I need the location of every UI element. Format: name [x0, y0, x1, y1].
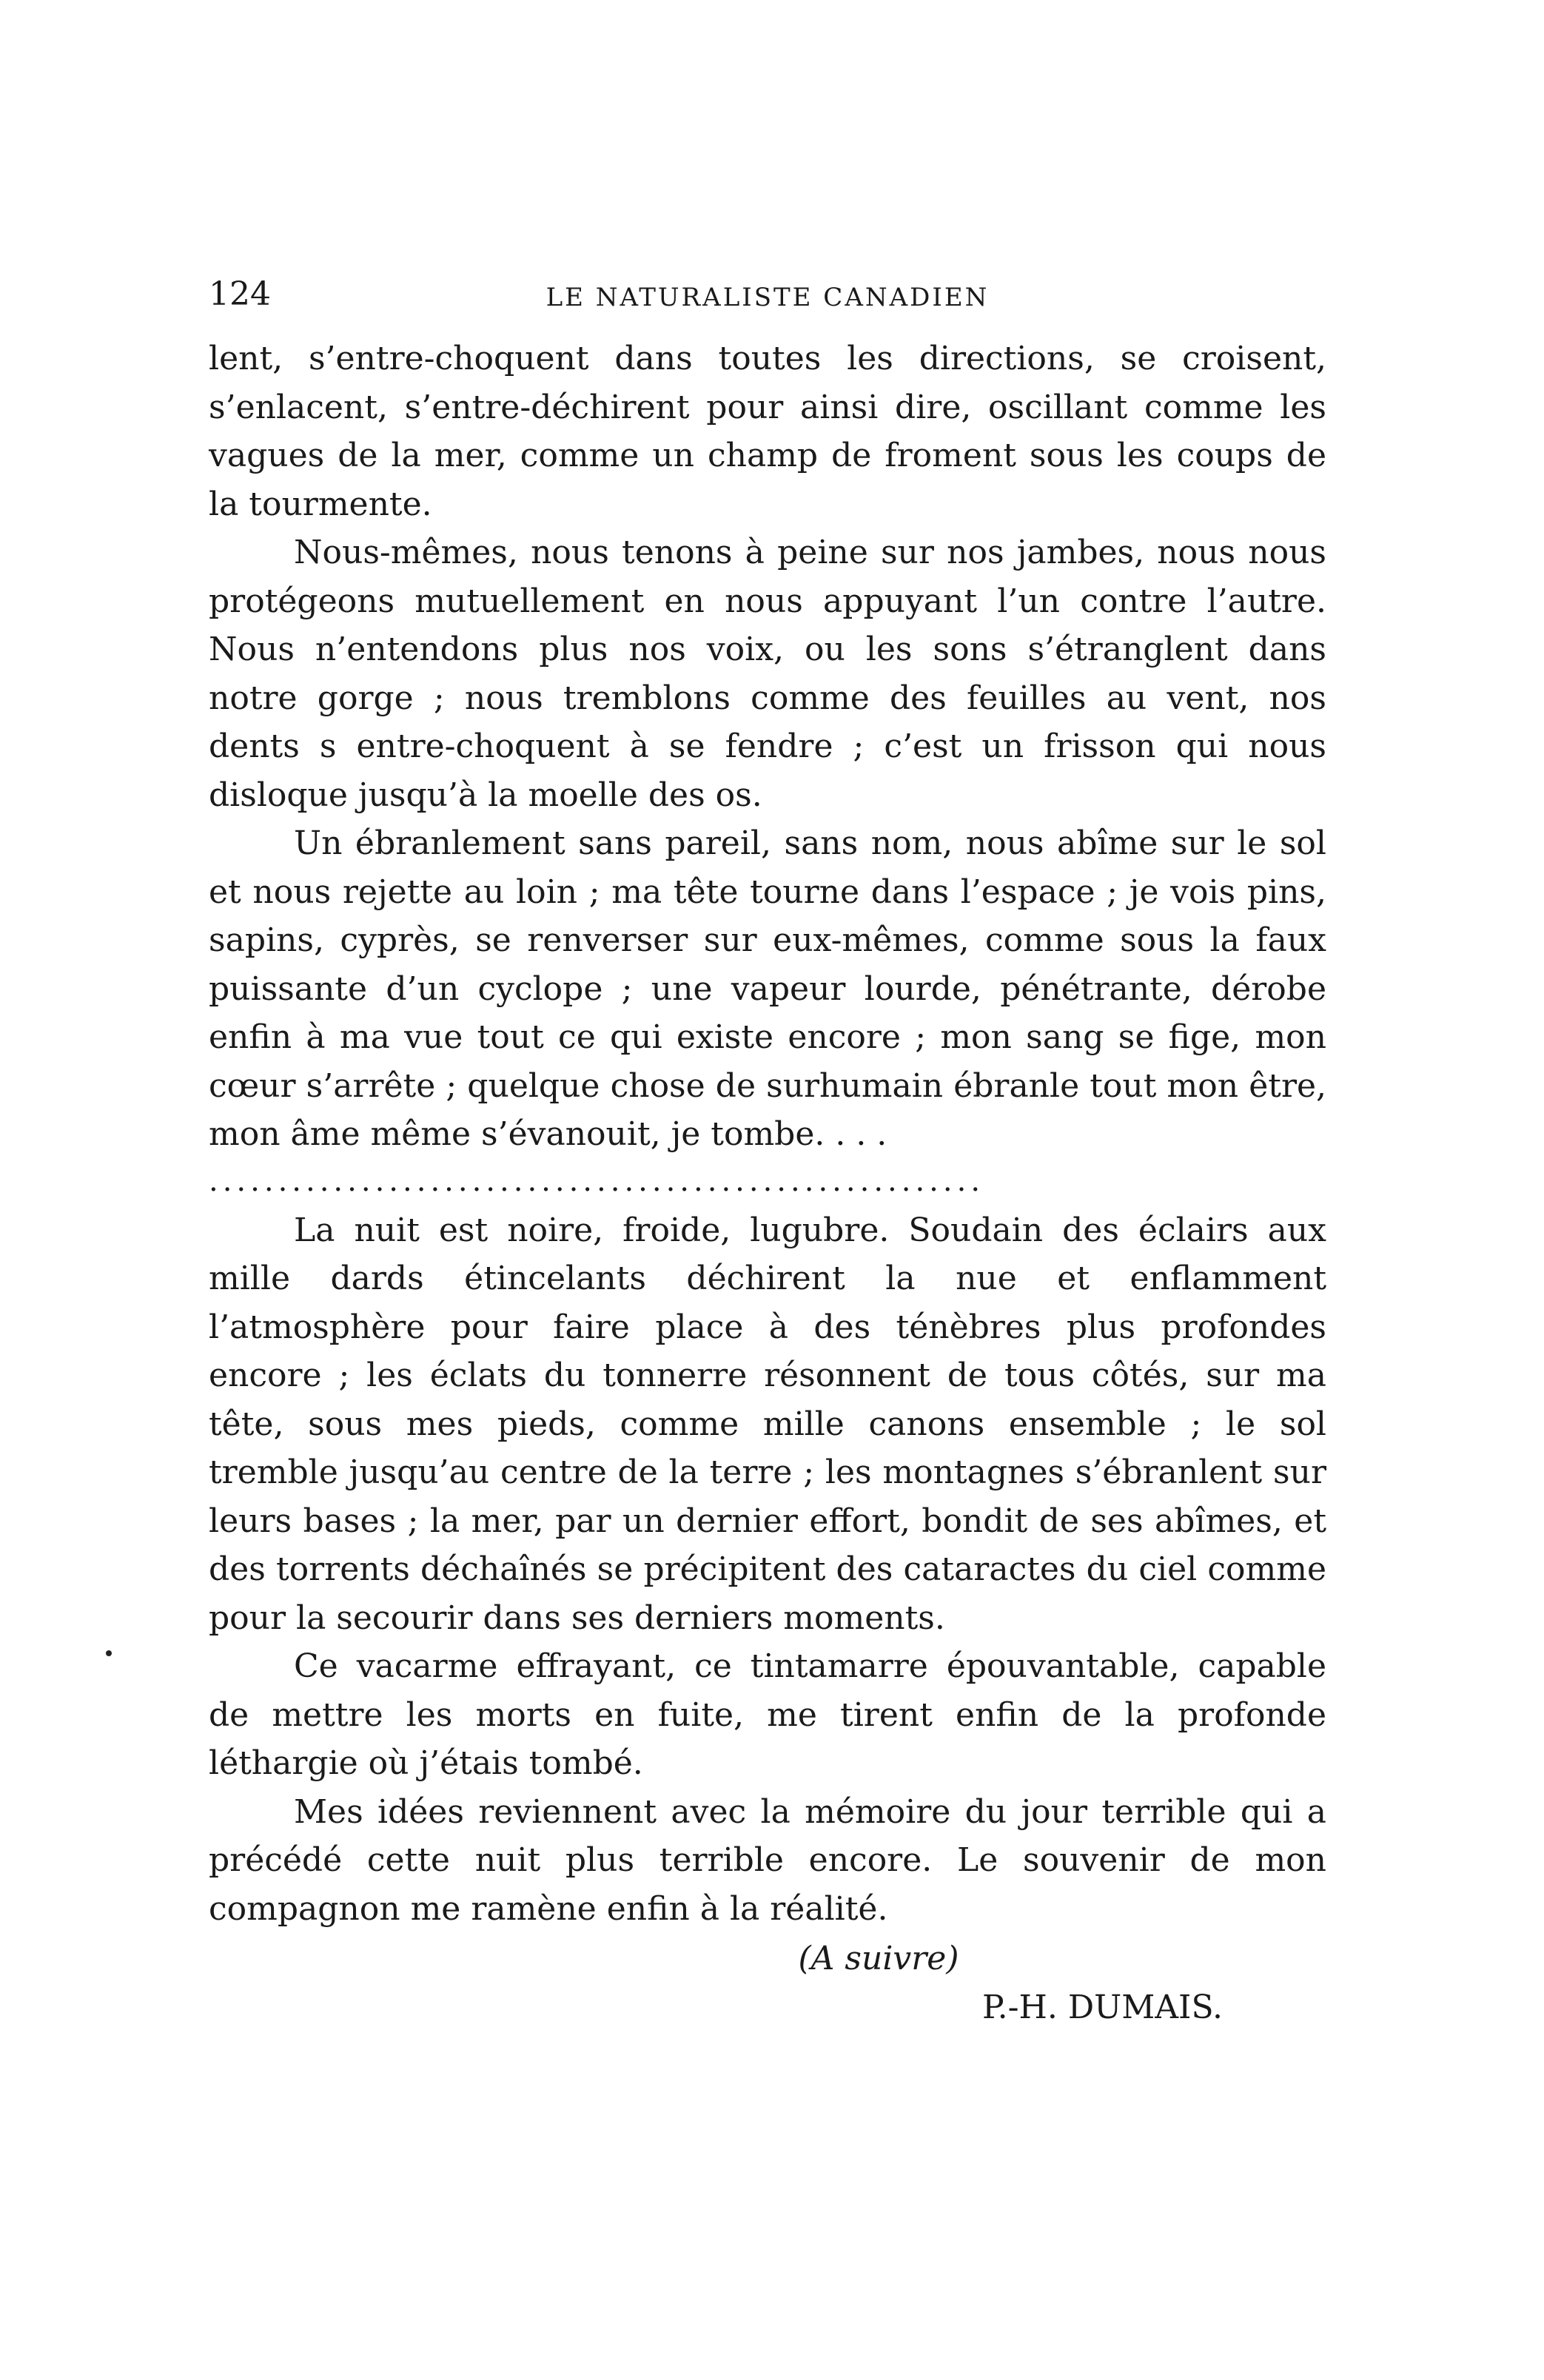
running-head: LE NATURALISTE CANADIEN	[546, 283, 990, 312]
paragraph-4: La nuit est noire, froide, lugubre. Soudain des éclairs aux mille dards étincelants déchirent la nue et enflamment l’atmosphère pour faire place à des ténèbres plus profondes encore ; les éclats du tonnerre résonnent de tous côtés, sur ma tête, sous mes pieds, comme mille canons ensemble ; le sol tremble jusqu’au centre de la terre ; les montagnes s’ébranlent sur leurs bases ; la mer, par un dernier effort, bondit de ses abîmes, et des torrents déchaînés se précipitent des cataractes du ciel comme pour la secourir dans ses derniers moments.	[209, 1211, 1326, 1637]
to-be-continued: (A suivre)	[798, 1940, 959, 1977]
paragraph-3: Un ébranlement sans pareil, sans nom, nous abîme sur le sol et nous rejette au loin ; ma tête tourne dans l’espace ; je vois pins, sapins, cyprès, se renverser sur eux-mêmes, comme sous la faux puissante d’un cyclope ; une vapeur lourde, pénétrante, dérobe enfin à ma vue tout ce qui existe encore ; mon sang se fige, mon cœur s’arrête ; quelque chose de surhumain ébranle tout mon être, mon âme même s’évanouit, je tombe. . . .	[209, 824, 1326, 1153]
article-body	[209, 335, 1326, 1933]
paragraph-2: Nous-mêmes, nous tenons à peine sur nos jambes, nous nous protégeons mutuellement en nous appuyant l’un contre l’autre. Nous n’entendons plus nos voix, ou les sons s’étranglent dans notre gorge ; nous tremblons comme des feuilles au vent, nos dents s entre-choquent à se fendre ; c’est un frisson qui nous disloque jusqu’à la moelle des os.	[209, 534, 1326, 814]
paragraph-6: Mes idées reviennent avec la mémoire du jour terrible qui a précédé cette nuit plus terrible encore. Le souvenir de mon compagnon me ramène enfin à la réalité.	[209, 1792, 1326, 1928]
document-page	[209, 275, 1326, 2032]
section-separator: ........................................................	[209, 1163, 985, 1198]
author-signature: P.-H. DUMAIS.	[981, 1989, 1223, 2026]
paragraph-5: Ce vacarme effrayant, ce tintamarre épouvantable, capable de mettre les morts en fuite, me tirent enfin de la profonde léthargie où j’étais tombé.	[209, 1647, 1326, 1782]
page-header	[209, 275, 1326, 335]
paragraph-1: lent, s’entre-choquent dans toutes les directions, se croisent, s’enlacent, s’entre-déchirent pour ainsi dire, oscillant comme les vagues de la mer, comme un champ de froment sous les coups de la tourmente.	[209, 340, 1326, 523]
margin-mark	[106, 1650, 112, 1656]
page-number: 124	[209, 275, 271, 313]
